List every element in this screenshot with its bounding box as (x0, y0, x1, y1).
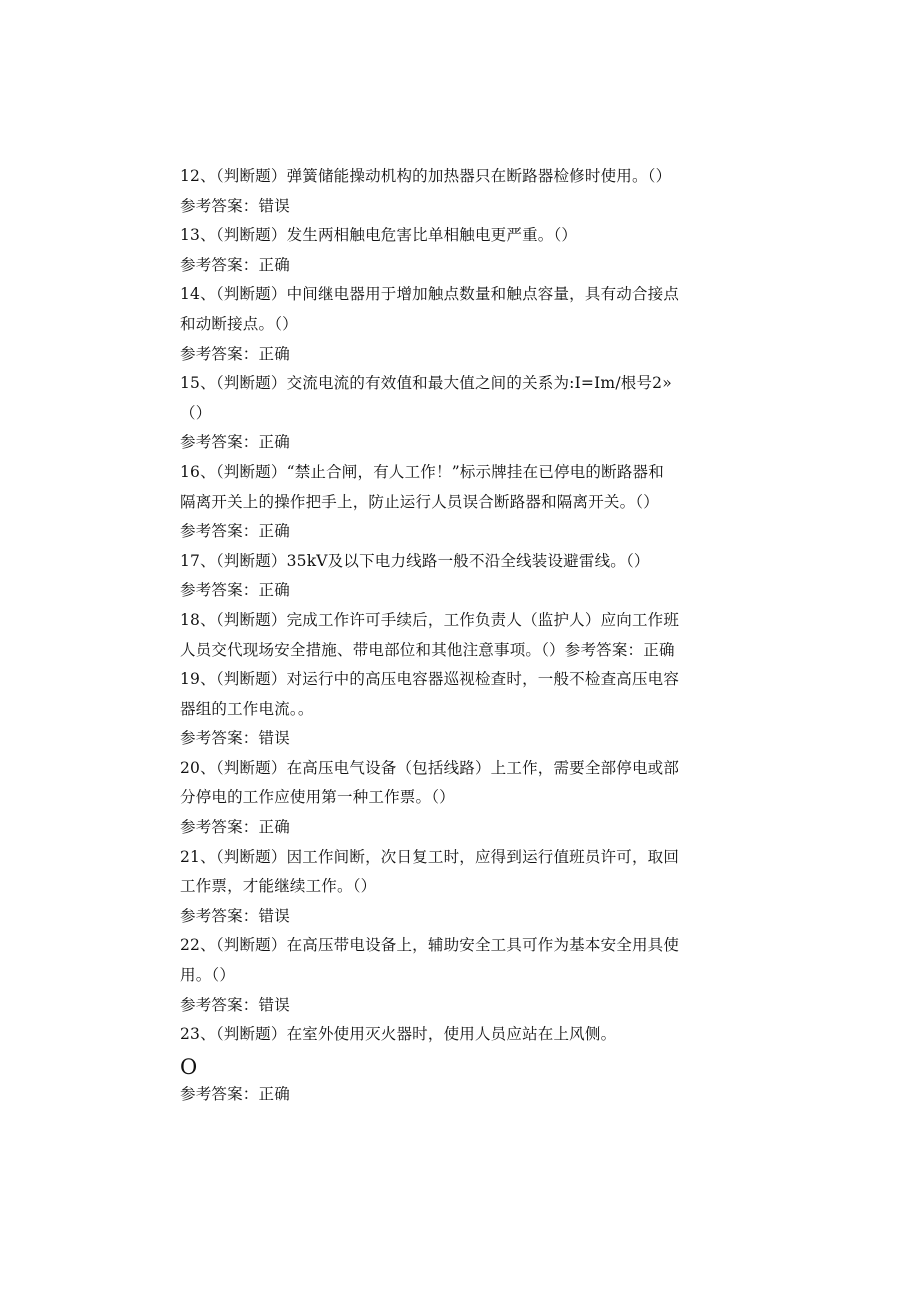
question-15-text: 15、（判断题）交流电流的有效值和最大值之间的关系为:I=Im/根号2» (180, 374, 672, 393)
answer-12: 参考答案：错误 (180, 196, 290, 215)
answer-15: 参考答案：正确 (180, 433, 290, 452)
question-16-text-cont: 隔离开关上的操作把手上，防止运行人员误合断路器和隔离开关。（） (180, 492, 659, 511)
answer-14: 参考答案：正确 (180, 344, 290, 363)
answer-19: 参考答案：错误 (180, 729, 290, 748)
question-19-text-cont: 器组的工作电流。。 (180, 699, 314, 718)
question-15-text-cont: （） (180, 403, 212, 422)
question-20-text-cont: 分停电的工作应使用第一种工作票。（） (180, 788, 455, 807)
question-23-text: 23、（判断题）在室外使用灭火器时，使用人员应站在上风侧。 (180, 1025, 617, 1044)
question-14-text-cont: 和动断接点。（） (180, 314, 298, 333)
question-22-text-cont: 用。（） (180, 966, 236, 985)
answer-22: 参考答案：错误 (180, 995, 290, 1014)
question-21-text: 21、（判断题）因工作间断，次日复工时，应得到运行值班员许可，取回 (180, 847, 680, 866)
question-23-bracket: O (180, 1054, 198, 1079)
question-16-text: 16、（判断题）“禁止合闸，有人工作！”标示牌挂在已停电的断路器和 (180, 462, 664, 481)
question-17-text: 17、（判断题）35kV及以下电力线路一般不沿全线装设避雷线。（） (180, 551, 650, 570)
question-20-text: 20、（判断题）在高压电气设备（包括线路）上工作，需要全部停电或部 (180, 758, 680, 777)
question-list (180, 162, 740, 1109)
question-21-text-cont: 工作票，才能继续工作。（） (180, 877, 377, 896)
answer-23: 参考答案：正确 (180, 1084, 290, 1103)
question-13-text: 13、（判断题）发生两相触电危害比单相触电更严重。（） (180, 226, 578, 245)
question-14-text: 14、（判断题）中间继电器用于增加触点数量和触点容量，具有动合接点 (180, 285, 680, 304)
answer-16: 参考答案：正确 (180, 522, 290, 541)
question-22-text: 22、（判断题）在高压带电设备上，辅助安全工具可作为基本安全用具使 (180, 936, 680, 955)
question-12-text: 12、（判断题）弹簧储能操动机构的加热器只在断路器检修时使用。（） (180, 167, 672, 185)
answer-13: 参考答案：正确 (180, 255, 290, 274)
answer-20: 参考答案：正确 (180, 818, 290, 837)
answer-17: 参考答案：正确 (180, 581, 290, 600)
answer-21: 参考答案：错误 (180, 906, 290, 925)
question-19-text: 19、（判断题）对运行中的高压电容器巡视检查时，一般不检查高压电容 (180, 670, 680, 689)
question-18-text-cont: 人员交代现场安全措施、带电部位和其他注意事项。（）参考答案：正确 (180, 640, 675, 659)
question-18-text: 18、（判断题）完成工作许可手续后，工作负责人（监护人）应向工作班 (180, 610, 680, 629)
